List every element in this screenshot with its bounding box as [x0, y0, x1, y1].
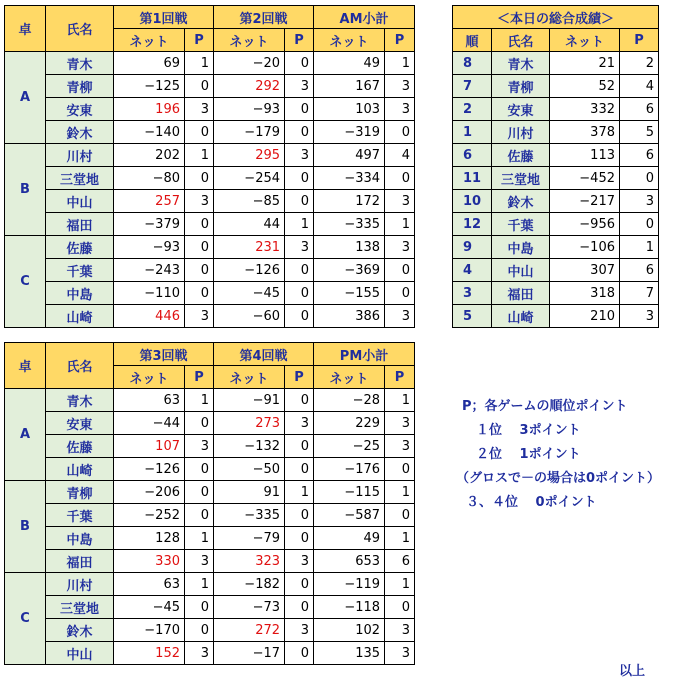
- rank: 3: [453, 282, 492, 305]
- player-name: 中山: [46, 642, 114, 665]
- subtotal-net: 102: [314, 619, 385, 642]
- net-score: −379: [114, 213, 185, 236]
- table-row: [5, 121, 415, 144]
- points: 3: [285, 75, 314, 98]
- player-name: 中島: [46, 527, 114, 550]
- points: 0: [185, 619, 214, 642]
- points: 1: [185, 52, 214, 75]
- table-row: [453, 259, 659, 282]
- player-name: 安東: [46, 412, 114, 435]
- net-score: 330: [114, 550, 185, 573]
- header-net: ネット: [550, 29, 620, 52]
- table-row: [453, 213, 659, 236]
- table-group-label: B: [5, 481, 46, 573]
- points: 3: [185, 190, 214, 213]
- player-name: 青木: [46, 52, 114, 75]
- subtotal-net: 229: [314, 412, 385, 435]
- subtotal-net: 49: [314, 52, 385, 75]
- net-score: −179: [214, 121, 285, 144]
- subtotal-net: −176: [314, 458, 385, 481]
- net-score: −126: [114, 458, 185, 481]
- table-row: [5, 213, 415, 236]
- subtotal-points: 3: [385, 642, 415, 665]
- points: 3: [285, 550, 314, 573]
- header-game2: 第2回戦: [214, 6, 314, 29]
- table-row: [453, 305, 659, 328]
- table-row: [453, 190, 659, 213]
- subtotal-points: 0: [385, 504, 415, 527]
- player-name: 中島: [46, 282, 114, 305]
- rank: 7: [453, 75, 492, 98]
- total-points: 0: [620, 167, 659, 190]
- table-row: [5, 619, 415, 642]
- points: 0: [185, 75, 214, 98]
- player-name: 青柳: [492, 75, 550, 98]
- net-score: 295: [214, 144, 285, 167]
- table-row: [5, 596, 415, 619]
- points: 1: [185, 573, 214, 596]
- points: 0: [285, 121, 314, 144]
- subtotal-points: 0: [385, 282, 415, 305]
- note-third-fourth-place: ３、４位 0ポイント: [466, 495, 597, 510]
- subtotal-points: 4: [385, 144, 415, 167]
- header-p: P: [285, 366, 314, 389]
- player-name: 青柳: [46, 481, 114, 504]
- points: 0: [185, 458, 214, 481]
- subtotal-points: 0: [385, 121, 415, 144]
- total-net: 52: [550, 75, 620, 98]
- points: 0: [185, 282, 214, 305]
- net-score: 257: [114, 190, 185, 213]
- subtotal-points: 1: [385, 527, 415, 550]
- points: 0: [285, 435, 314, 458]
- net-score: −125: [114, 75, 185, 98]
- subtotal-net: 653: [314, 550, 385, 573]
- player-name: 千葉: [492, 213, 550, 236]
- total-points: 2: [620, 52, 659, 75]
- pm-results-table: [4, 342, 415, 665]
- rank: 1: [453, 121, 492, 144]
- subtotal-points: 3: [385, 619, 415, 642]
- subtotal-net: −25: [314, 435, 385, 458]
- player-name: 川村: [46, 573, 114, 596]
- rank: 10: [453, 190, 492, 213]
- player-name: 青木: [46, 389, 114, 412]
- total-points: 3: [620, 190, 659, 213]
- table-row: [5, 389, 415, 412]
- net-score: −93: [114, 236, 185, 259]
- header-p: P: [285, 29, 314, 52]
- subtotal-net: −335: [314, 213, 385, 236]
- total-net: 21: [550, 52, 620, 75]
- player-name: 千葉: [46, 504, 114, 527]
- net-score: −110: [114, 282, 185, 305]
- player-name: 佐藤: [492, 144, 550, 167]
- net-score: 323: [214, 550, 285, 573]
- points: 3: [285, 236, 314, 259]
- table-group-label: B: [5, 144, 46, 236]
- player-name: 千葉: [46, 259, 114, 282]
- table-row: [5, 504, 415, 527]
- rank: 11: [453, 167, 492, 190]
- net-score: −243: [114, 259, 185, 282]
- net-score: −93: [214, 98, 285, 121]
- table-row: [5, 167, 415, 190]
- total-points: 6: [620, 144, 659, 167]
- table-row: [5, 435, 415, 458]
- note-gross-negative: （グロスで－の場合は0ポイント）: [456, 471, 661, 486]
- table-row: [453, 52, 659, 75]
- table-row: [5, 458, 415, 481]
- points: 1: [285, 481, 314, 504]
- net-score: −254: [214, 167, 285, 190]
- player-name: 山崎: [492, 305, 550, 328]
- table-row: [5, 98, 415, 121]
- note-points-title: P；各ゲームの順位ポイント: [462, 399, 628, 414]
- player-name: 青木: [492, 52, 550, 75]
- header-p: P: [620, 29, 659, 52]
- total-points: 5: [620, 121, 659, 144]
- net-score: 91: [214, 481, 285, 504]
- table-row: [5, 305, 415, 328]
- rank: 5: [453, 305, 492, 328]
- total-points: 0: [620, 213, 659, 236]
- net-score: −80: [114, 167, 185, 190]
- points: 3: [285, 412, 314, 435]
- player-name: 鈴木: [492, 190, 550, 213]
- table-row: [5, 527, 415, 550]
- points: 0: [285, 282, 314, 305]
- total-net: 332: [550, 98, 620, 121]
- points: 0: [185, 236, 214, 259]
- total-net: 378: [550, 121, 620, 144]
- table-row: [5, 481, 415, 504]
- net-score: −126: [214, 259, 285, 282]
- header-table: 卓: [5, 343, 46, 389]
- subtotal-points: 0: [385, 596, 415, 619]
- net-score: −132: [214, 435, 285, 458]
- subtotal-net: −28: [314, 389, 385, 412]
- net-score: −20: [214, 52, 285, 75]
- net-score: −170: [114, 619, 185, 642]
- player-name: 福田: [46, 550, 114, 573]
- net-score: −73: [214, 596, 285, 619]
- net-score: −140: [114, 121, 185, 144]
- points: 0: [185, 412, 214, 435]
- header-net: ネット: [314, 366, 385, 389]
- header-p: P: [385, 366, 415, 389]
- header-game4: 第4回戦: [214, 343, 314, 366]
- subtotal-net: 386: [314, 305, 385, 328]
- net-score: 202: [114, 144, 185, 167]
- subtotal-points: 3: [385, 412, 415, 435]
- header-net: ネット: [214, 366, 285, 389]
- net-score: 273: [214, 412, 285, 435]
- points: 0: [285, 305, 314, 328]
- am-results-table: [4, 5, 415, 328]
- total-net: 210: [550, 305, 620, 328]
- table-group-label: A: [5, 389, 46, 481]
- points: 0: [185, 504, 214, 527]
- points: 0: [285, 259, 314, 282]
- subtotal-net: 135: [314, 642, 385, 665]
- player-name: 山崎: [46, 458, 114, 481]
- player-name: 鈴木: [46, 121, 114, 144]
- subtotal-points: 1: [385, 52, 415, 75]
- net-score: −182: [214, 573, 285, 596]
- points: 0: [285, 596, 314, 619]
- table-row: [5, 412, 415, 435]
- table-row: [5, 642, 415, 665]
- table-row: [5, 550, 415, 573]
- net-score: 152: [114, 642, 185, 665]
- net-score: 63: [114, 389, 185, 412]
- points: 0: [285, 389, 314, 412]
- player-name: 佐藤: [46, 236, 114, 259]
- player-name: 中山: [46, 190, 114, 213]
- net-score: −91: [214, 389, 285, 412]
- subtotal-points: 0: [385, 167, 415, 190]
- net-score: −17: [214, 642, 285, 665]
- table-group-label: C: [5, 236, 46, 328]
- net-score: 69: [114, 52, 185, 75]
- table-row: [5, 144, 415, 167]
- points: 0: [285, 504, 314, 527]
- points: 3: [285, 144, 314, 167]
- subtotal-net: −115: [314, 481, 385, 504]
- table-row: [5, 573, 415, 596]
- points: 0: [185, 259, 214, 282]
- rank: 12: [453, 213, 492, 236]
- total-points: 3: [620, 305, 659, 328]
- net-score: 196: [114, 98, 185, 121]
- points: 3: [185, 98, 214, 121]
- points: 3: [185, 435, 214, 458]
- net-score: −44: [114, 412, 185, 435]
- points: 0: [285, 458, 314, 481]
- header-table: 卓: [5, 6, 46, 52]
- net-score: 63: [114, 573, 185, 596]
- note-first-place: １位 3ポイント: [476, 423, 581, 438]
- subtotal-points: 3: [385, 305, 415, 328]
- points: 0: [285, 642, 314, 665]
- header-game3: 第3回戦: [114, 343, 214, 366]
- net-score: −50: [214, 458, 285, 481]
- player-name: 川村: [46, 144, 114, 167]
- rank: 6: [453, 144, 492, 167]
- subtotal-net: −118: [314, 596, 385, 619]
- header-game1: 第1回戦: [114, 6, 214, 29]
- header-subtotal: PM小計: [314, 343, 415, 366]
- player-name: 三堂地: [46, 167, 114, 190]
- net-score: 446: [114, 305, 185, 328]
- rank: 4: [453, 259, 492, 282]
- subtotal-net: 103: [314, 98, 385, 121]
- table-row: [5, 75, 415, 98]
- table-row: [5, 259, 415, 282]
- table-row: [5, 190, 415, 213]
- player-name: 安東: [492, 98, 550, 121]
- total-points: 6: [620, 98, 659, 121]
- net-score: 44: [214, 213, 285, 236]
- player-name: 佐藤: [46, 435, 114, 458]
- points: 0: [285, 527, 314, 550]
- total-points: 4: [620, 75, 659, 98]
- total-net: −452: [550, 167, 620, 190]
- net-score: 272: [214, 619, 285, 642]
- table-row: [5, 236, 415, 259]
- subtotal-points: 3: [385, 75, 415, 98]
- net-score: 231: [214, 236, 285, 259]
- table-row: [453, 282, 659, 305]
- net-score: 128: [114, 527, 185, 550]
- player-name: 鈴木: [46, 619, 114, 642]
- points: 0: [285, 98, 314, 121]
- header-rank: 順: [453, 29, 492, 52]
- player-name: 中島: [492, 236, 550, 259]
- player-name: 三堂地: [492, 167, 550, 190]
- points: 1: [185, 144, 214, 167]
- net-score: 107: [114, 435, 185, 458]
- subtotal-points: 3: [385, 98, 415, 121]
- net-score: −60: [214, 305, 285, 328]
- net-score: −85: [214, 190, 285, 213]
- points: 0: [285, 167, 314, 190]
- table-row: [5, 52, 415, 75]
- table-row: [453, 144, 659, 167]
- net-score: −206: [114, 481, 185, 504]
- header-net: ネット: [114, 366, 185, 389]
- subtotal-net: 167: [314, 75, 385, 98]
- player-name: 中山: [492, 259, 550, 282]
- rank: 9: [453, 236, 492, 259]
- subtotal-points: 0: [385, 259, 415, 282]
- total-points: 6: [620, 259, 659, 282]
- subtotal-net: −319: [314, 121, 385, 144]
- total-net: −106: [550, 236, 620, 259]
- net-score: −252: [114, 504, 185, 527]
- total-points: 1: [620, 236, 659, 259]
- subtotal-points: 1: [385, 573, 415, 596]
- net-score: −45: [214, 282, 285, 305]
- points: 0: [185, 167, 214, 190]
- header-name: 氏名: [46, 343, 114, 389]
- subtotal-points: 1: [385, 481, 415, 504]
- subtotal-net: 49: [314, 527, 385, 550]
- table-row: [453, 121, 659, 144]
- note-second-place: ２位 1ポイント: [476, 447, 581, 462]
- points: 0: [285, 190, 314, 213]
- header-p: P: [385, 29, 415, 52]
- net-score: 292: [214, 75, 285, 98]
- points: 1: [285, 213, 314, 236]
- table-group-label: A: [5, 52, 46, 144]
- table-group-label: C: [5, 573, 46, 665]
- player-name: 川村: [492, 121, 550, 144]
- header-net: ネット: [114, 29, 185, 52]
- header-p: P: [185, 366, 214, 389]
- table-row: [453, 75, 659, 98]
- table-row: [453, 167, 659, 190]
- header-name: 氏名: [46, 6, 114, 52]
- player-name: 三堂地: [46, 596, 114, 619]
- total-net: 307: [550, 259, 620, 282]
- subtotal-net: −155: [314, 282, 385, 305]
- subtotal-points: 0: [385, 458, 415, 481]
- subtotal-net: −587: [314, 504, 385, 527]
- points: 1: [185, 527, 214, 550]
- subtotal-net: 497: [314, 144, 385, 167]
- points: 0: [185, 121, 214, 144]
- header-net: ネット: [314, 29, 385, 52]
- subtotal-net: 172: [314, 190, 385, 213]
- player-name: 福田: [46, 213, 114, 236]
- table-row: [453, 98, 659, 121]
- player-name: 福田: [492, 282, 550, 305]
- points: 3: [285, 619, 314, 642]
- subtotal-points: 1: [385, 389, 415, 412]
- points: 3: [185, 550, 214, 573]
- overall-title: ＜本日の総合成績＞: [453, 6, 659, 29]
- subtotal-points: 3: [385, 435, 415, 458]
- subtotal-points: 3: [385, 236, 415, 259]
- subtotal-net: −119: [314, 573, 385, 596]
- table-row: [5, 282, 415, 305]
- header-p: P: [185, 29, 214, 52]
- rank: 8: [453, 52, 492, 75]
- points: 0: [285, 573, 314, 596]
- net-score: −335: [214, 504, 285, 527]
- total-net: 318: [550, 282, 620, 305]
- rank: 2: [453, 98, 492, 121]
- points: 0: [185, 596, 214, 619]
- table-row: [453, 236, 659, 259]
- net-score: −45: [114, 596, 185, 619]
- total-net: −217: [550, 190, 620, 213]
- subtotal-net: −369: [314, 259, 385, 282]
- total-points: 7: [620, 282, 659, 305]
- player-name: 安東: [46, 98, 114, 121]
- subtotal-points: 6: [385, 550, 415, 573]
- points: 3: [185, 305, 214, 328]
- points: 0: [185, 481, 214, 504]
- end-mark: 以上: [619, 664, 646, 679]
- header-name: 氏名: [492, 29, 550, 52]
- header-subtotal: AM小計: [314, 6, 415, 29]
- subtotal-points: 3: [385, 190, 415, 213]
- subtotal-net: −334: [314, 167, 385, 190]
- overall-results-table: [452, 5, 659, 328]
- header-net: ネット: [214, 29, 285, 52]
- points: 3: [185, 642, 214, 665]
- player-name: 青柳: [46, 75, 114, 98]
- player-name: 山崎: [46, 305, 114, 328]
- subtotal-points: 1: [385, 213, 415, 236]
- points: 1: [185, 389, 214, 412]
- points: 0: [185, 213, 214, 236]
- total-net: 113: [550, 144, 620, 167]
- total-net: −956: [550, 213, 620, 236]
- net-score: −79: [214, 527, 285, 550]
- subtotal-net: 138: [314, 236, 385, 259]
- points: 0: [285, 52, 314, 75]
